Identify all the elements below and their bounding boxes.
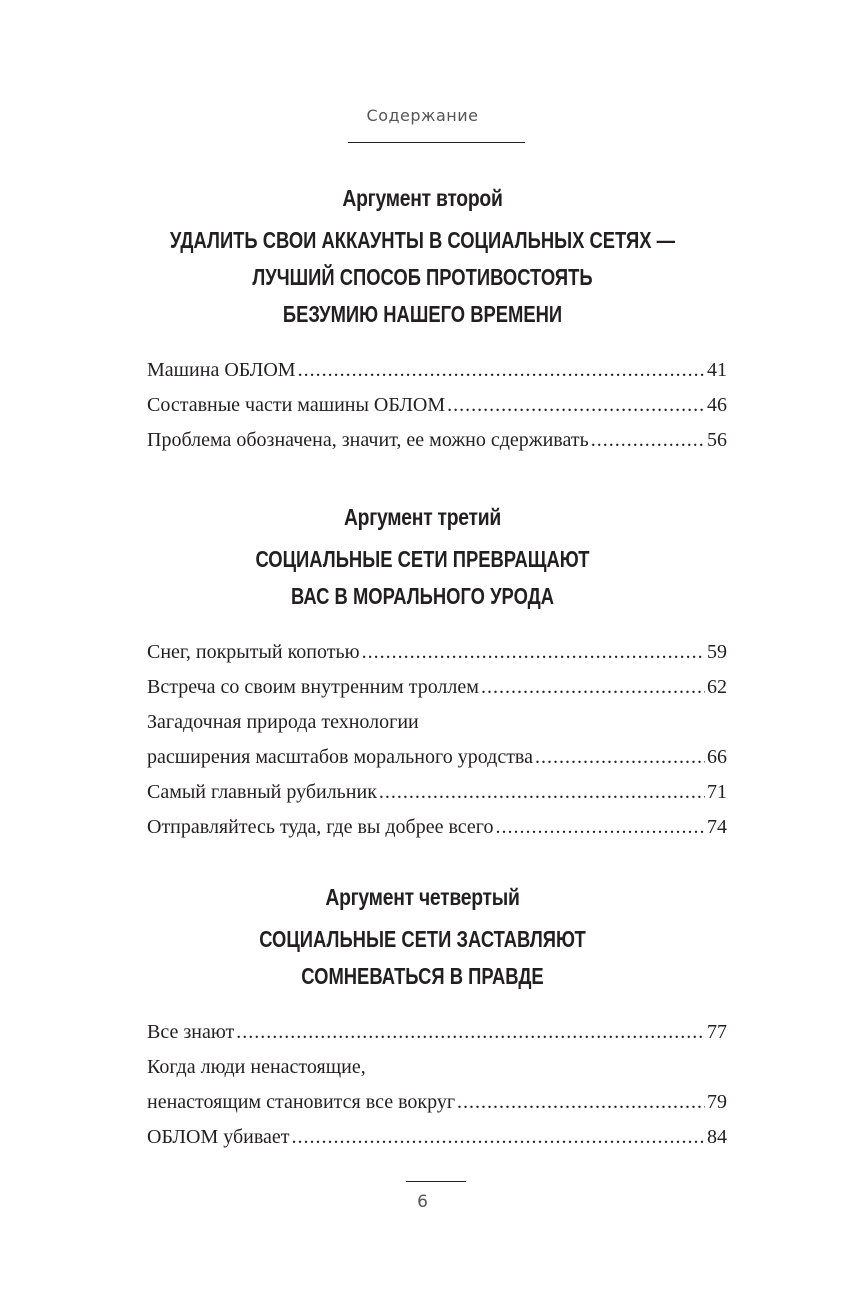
toc-entry[interactable]	[147, 670, 727, 705]
dot-leader	[379, 775, 705, 810]
entry-title: Самый главный рубильник	[147, 781, 377, 803]
entry-page-number: 77	[707, 1021, 727, 1043]
entry-page-number: 46	[707, 394, 727, 416]
heading-line: СОЦИАЛЬНЫЕ СЕТИ ПРЕВРАЩАЮТ	[255, 546, 590, 572]
toc-entry[interactable]	[147, 388, 727, 423]
dot-leader	[457, 1085, 705, 1120]
toc-entry[interactable]	[147, 423, 727, 458]
toc-entry[interactable]	[147, 775, 727, 810]
toc-entry[interactable]	[147, 1120, 727, 1155]
section-argument-2	[0, 185, 845, 458]
heading-line: ЛУЧШИЙ СПОСОБ ПРОТИВОСТОЯТЬ	[252, 264, 593, 290]
entry-title: Встреча со своим внутренним троллем	[147, 676, 479, 698]
dot-leader	[481, 670, 705, 705]
entry-page-number: 74	[707, 816, 727, 838]
entry-page-number: 79	[707, 1091, 727, 1113]
entry-title: расширения масштабов морального уродства	[147, 746, 533, 768]
toc-entry[interactable]	[147, 635, 727, 670]
heading-line: СОМНЕВАТЬСЯ В ПРАВДЕ	[301, 963, 544, 989]
entry-title: Проблема обозначена, значит, ее можно сдерживать	[147, 429, 589, 451]
dot-leader	[591, 423, 705, 458]
heading-line: ВАС В МОРАЛЬНОГО УРОДА	[290, 583, 555, 609]
entry-title: ненастоящим становится все вокруг	[147, 1091, 456, 1113]
toc-entry[interactable]	[147, 810, 727, 845]
dot-leader	[362, 635, 705, 670]
entry-title: Отправляйтесь туда, где вы добрее всего	[147, 816, 494, 838]
dot-leader	[298, 353, 705, 388]
toc-list	[0, 353, 845, 458]
section-title: Аргумент четвертый	[325, 884, 520, 910]
dot-leader	[535, 740, 705, 775]
entry-title-line1: Когда люди ненастоящие,	[147, 1056, 366, 1078]
toc-entry[interactable]	[147, 1050, 727, 1120]
entry-page-number: 59	[707, 641, 727, 663]
dot-leader	[447, 388, 705, 423]
section-heading	[85, 222, 761, 333]
toc-list	[0, 1015, 845, 1155]
header-rule	[348, 142, 525, 143]
entry-title: Составные части машины ОБЛОМ	[147, 394, 446, 416]
section-title: Аргумент второй	[342, 185, 503, 211]
toc-entry[interactable]	[147, 353, 727, 388]
entry-page-number: 41	[707, 359, 727, 381]
toc-entry[interactable]	[147, 1015, 727, 1050]
dot-leader	[236, 1015, 705, 1050]
running-header: Содержание	[366, 106, 479, 125]
toc-list	[0, 635, 845, 845]
heading-line: УДАЛИТЬ СВОИ АККАУНТЫ В СОЦИАЛЬНЫХ СЕТЯХ —	[169, 227, 676, 253]
entry-page-number: 71	[707, 781, 727, 803]
heading-line: БЕЗУМИЮ НАШЕГО ВРЕМЕНИ	[282, 301, 563, 327]
section-heading	[85, 541, 761, 615]
section-argument-3	[0, 504, 845, 845]
entry-page-number: 56	[707, 429, 727, 451]
heading-line: СОЦИАЛЬНЫЕ СЕТИ ЗАСТАВЛЯЮТ	[259, 926, 586, 952]
entry-title: Машина ОБЛОМ	[147, 359, 296, 381]
dot-leader	[292, 1120, 705, 1155]
entry-title: Все знают	[147, 1021, 235, 1043]
entry-page-number: 62	[707, 676, 727, 698]
section-title: Аргумент третий	[343, 504, 502, 530]
section-argument-4	[0, 884, 845, 1155]
entry-page-number: 66	[707, 746, 727, 768]
page-number: 6	[417, 1192, 428, 1212]
entry-page-number: 84	[707, 1126, 727, 1148]
footer-rule	[406, 1181, 466, 1182]
section-heading	[85, 921, 761, 995]
entry-title: Снег, покрытый копотью	[147, 641, 360, 663]
entry-title-line1: Загадочная природа технологии	[147, 711, 419, 733]
toc-entry[interactable]	[147, 705, 727, 775]
dot-leader	[495, 810, 705, 845]
entry-title: ОБЛОМ убивает	[147, 1126, 290, 1148]
